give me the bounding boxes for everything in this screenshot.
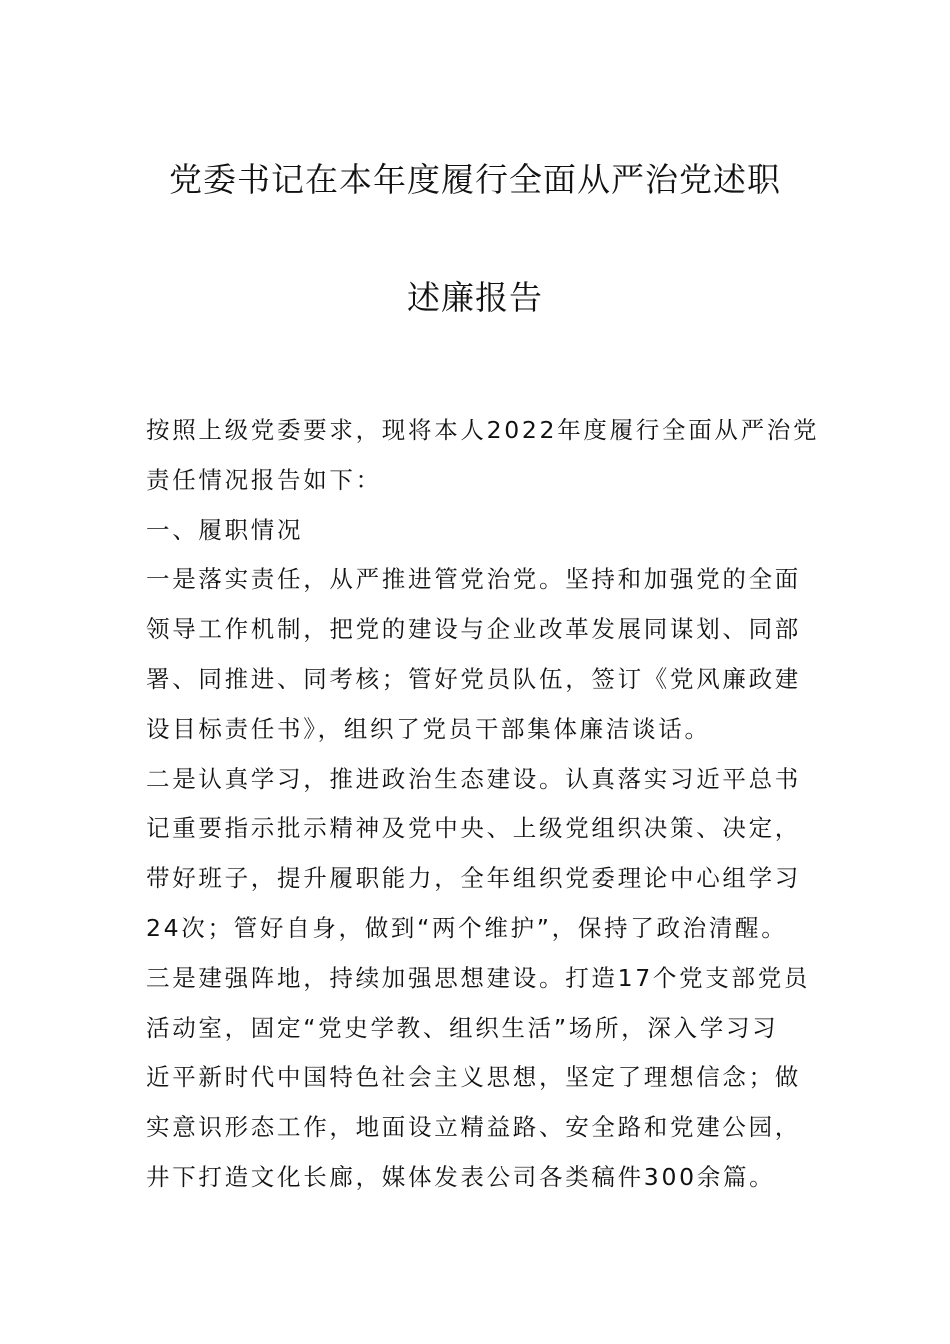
body-line: 24次；管好自身，做到“两个维护”，保持了政治清醒。 [146,913,788,942]
section-heading: 一、履职情况 [146,515,304,544]
body-line: 按照上级党委要求，现将本人2022年度履行全面从严治党 [146,416,820,444]
body-line: 活动室，固定“党史学教、组织生活”场所，深入学习习 [146,1013,779,1042]
document-title-line-2: 述廉报告 [407,278,543,317]
body-line: 井下打造文化长廊，媒体发表公司各类稿件300余篇。 [146,1162,776,1191]
body-line: 近平新时代中国特色社会主义思想，坚定了理想信念；做 [146,1063,801,1092]
document-title-line-1: 党委书记在本年度履行全面从严治党述职 [169,160,781,199]
body-line: 三是建强阵地，持续加强思想建设。打造17个党支部党员 [146,963,811,992]
body-line: 领导工作机制，把党的建设与企业改革发展同谋划、同部 [146,615,801,644]
body-line: 责任情况报告如下： [146,465,382,494]
body-line: 带好班子，提升履职能力，全年组织党委理论中心组学习 [146,864,801,893]
document-body [146,412,826,1209]
body-line: 实意识形态工作，地面设立精益路、安全路和党建公园， [146,1113,801,1142]
body-line: 署、同推进、同考核；管好党员队伍，签订《党风廉政建 [146,664,801,693]
body-line: 设目标责任书》，组织了党员干部集体廉洁谈话。 [146,714,711,743]
body-line: 记重要指示批示精神及党中央、上级党组织决策、决定， [146,814,801,843]
body-line: 二是认真学习，推进政治生态建设。认真落实习近平总书 [146,764,801,793]
body-line: 一是落实责任，从严推进管党治党。坚持和加强党的全面 [146,565,801,594]
